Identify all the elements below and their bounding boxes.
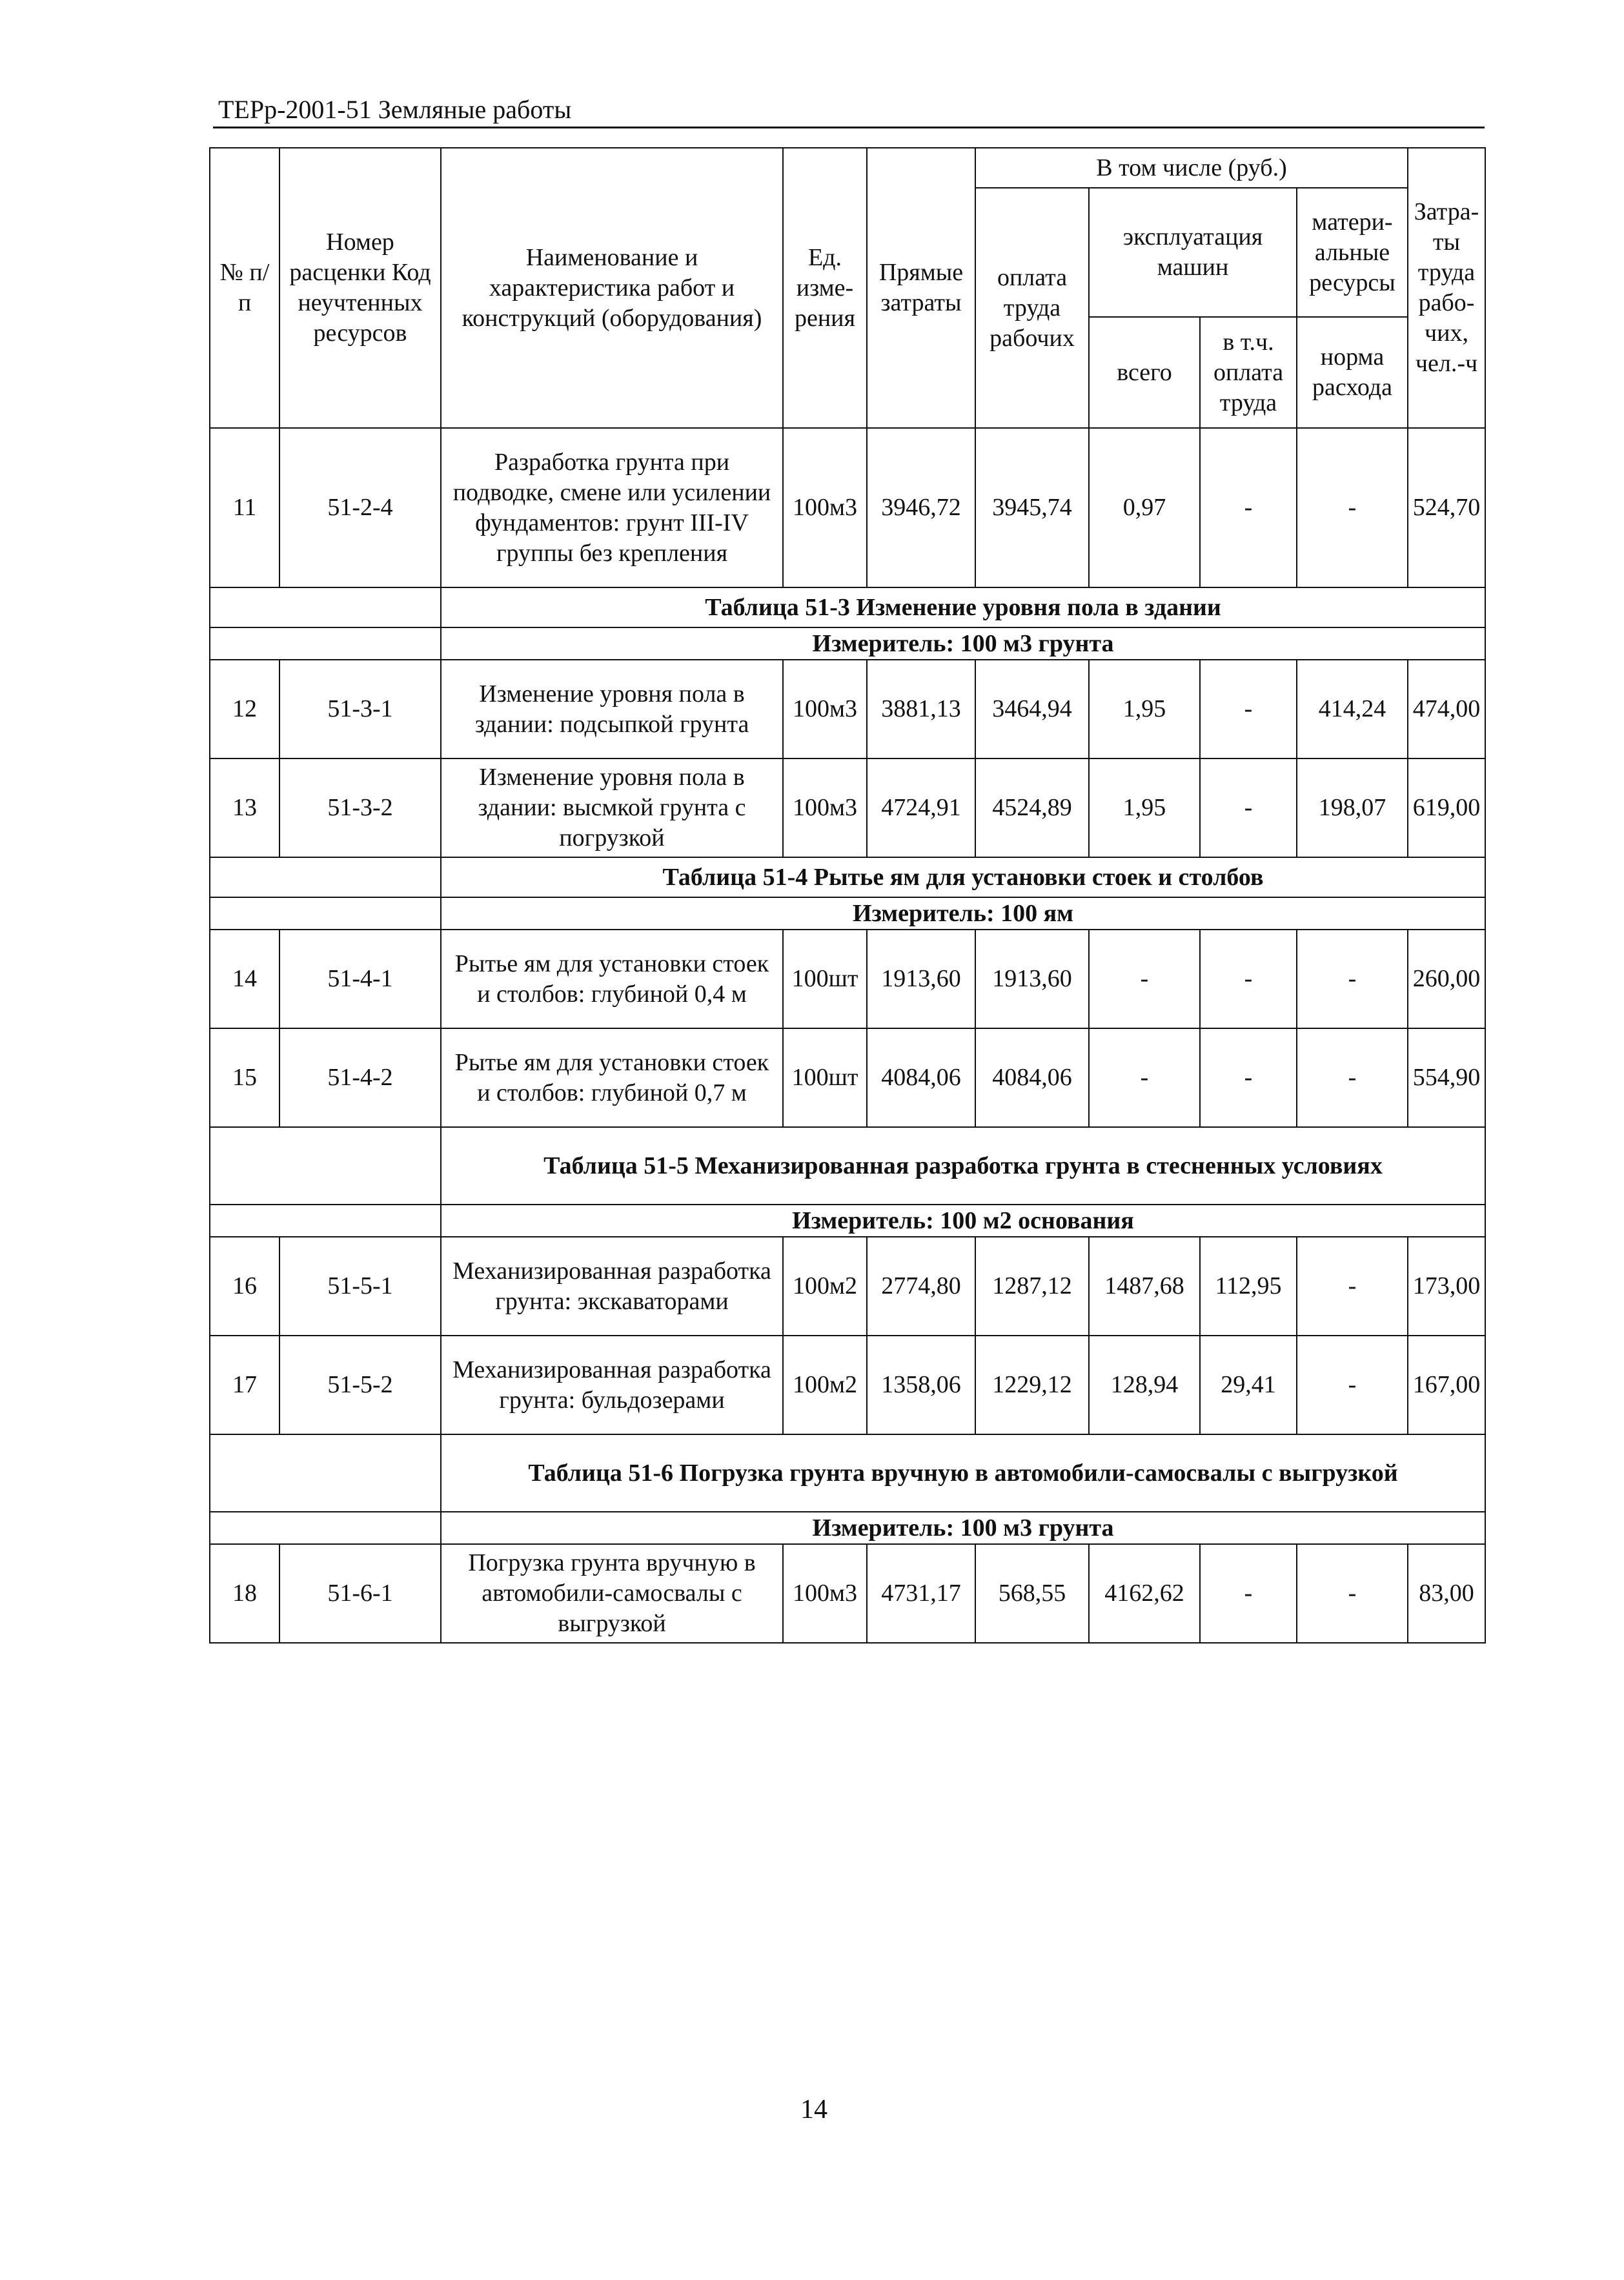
cell-name: Рытье ям для установки стоек и столбов: глубиной 0,4 м — [441, 930, 783, 1028]
col-header-code: Номер расценки Код неучтенных ресурсов — [279, 148, 441, 428]
cell-direct: 1358,06 — [867, 1336, 975, 1434]
cell-no: 11 — [210, 428, 279, 587]
cell-unit: 100м3 — [783, 758, 867, 857]
cell-direct: 2774,80 — [867, 1237, 975, 1336]
cell-labor: 524,70 — [1408, 428, 1485, 587]
cell-labor: 554,90 — [1408, 1028, 1485, 1127]
cell-no: 13 — [210, 758, 279, 857]
cell-mach-wages: - — [1200, 1544, 1297, 1643]
cell-name: Изменение уровня пола в здании: высмкой грунта с погрузкой — [441, 758, 783, 857]
cell-code: 51-3-1 — [279, 660, 441, 758]
cell-mach-wages: - — [1200, 930, 1297, 1028]
section-title-blank — [210, 587, 441, 627]
col-header-wages: оплата труда рабочих — [975, 188, 1089, 428]
section-title-row — [210, 1127, 1485, 1205]
cell-name: Рытье ям для установки стоек и столбов: глубиной 0,7 м — [441, 1028, 783, 1127]
cell-unit: 100м3 — [783, 428, 867, 587]
cell-wages: 3464,94 — [975, 660, 1089, 758]
rates-table — [209, 147, 1486, 1644]
cell-mach-wages: 29,41 — [1200, 1336, 1297, 1434]
col-header-materials: матери-альные ресурсы — [1297, 188, 1408, 317]
cell-no: 14 — [210, 930, 279, 1028]
cell-unit: 100м2 — [783, 1336, 867, 1434]
cell-code: 51-6-1 — [279, 1544, 441, 1643]
table-row — [210, 1544, 1485, 1643]
col-header-group: В том числе (руб.) — [975, 148, 1408, 188]
table-row — [210, 1336, 1485, 1434]
cell-wages: 4084,06 — [975, 1028, 1089, 1127]
cell-labor: 619,00 — [1408, 758, 1485, 857]
col-header-labor: Затра-ты труда рабо-чих, чел.-ч — [1408, 148, 1485, 428]
cell-mach-total: 1487,68 — [1089, 1237, 1200, 1336]
cell-code: 51-4-2 — [279, 1028, 441, 1127]
cell-unit: 100шт — [783, 930, 867, 1028]
cell-wages: 1913,60 — [975, 930, 1089, 1028]
cell-wages: 4524,89 — [975, 758, 1089, 857]
section-meter-blank — [210, 627, 441, 660]
cell-no: 16 — [210, 1237, 279, 1336]
section-title: Таблица 51-5 Механизированная разработка грунта в стесненных условиях — [441, 1127, 1485, 1205]
cell-mach-total: - — [1089, 1028, 1200, 1127]
cell-wages: 568,55 — [975, 1544, 1089, 1643]
col-header-machines-wages: в т.ч. оплата труда — [1200, 317, 1297, 428]
col-header-no: № п/п — [210, 148, 279, 428]
cell-direct: 4084,06 — [867, 1028, 975, 1127]
cell-mach-total: 128,94 — [1089, 1336, 1200, 1434]
table-row — [210, 1237, 1485, 1336]
table-row — [210, 660, 1485, 758]
section-meter-row — [210, 1205, 1485, 1237]
cell-name: Механизированная разработка грунта: бульдозерами — [441, 1336, 783, 1434]
cell-mach-wages: - — [1200, 660, 1297, 758]
table-row — [210, 930, 1485, 1028]
section-title-blank — [210, 1434, 441, 1512]
section-meter-blank — [210, 1512, 441, 1544]
cell-labor: 83,00 — [1408, 1544, 1485, 1643]
cell-wages: 1229,12 — [975, 1336, 1089, 1434]
cell-wages: 1287,12 — [975, 1237, 1089, 1336]
section-meter-row — [210, 897, 1485, 930]
cell-labor: 474,00 — [1408, 660, 1485, 758]
cell-labor: 260,00 — [1408, 930, 1485, 1028]
cell-mach-wages: - — [1200, 1028, 1297, 1127]
cell-materials: - — [1297, 1336, 1408, 1434]
cell-mach-wages: 112,95 — [1200, 1237, 1297, 1336]
cell-code: 51-4-1 — [279, 930, 441, 1028]
cell-direct: 4724,91 — [867, 758, 975, 857]
cell-unit: 100шт — [783, 1028, 867, 1127]
cell-materials: - — [1297, 930, 1408, 1028]
section-meter: Измеритель: 100 м3 грунта — [441, 1512, 1485, 1544]
cell-no: 12 — [210, 660, 279, 758]
table-row — [210, 428, 1485, 587]
col-header-direct: Прямые затраты — [867, 148, 975, 428]
cell-unit: 100м3 — [783, 1544, 867, 1643]
cell-name: Разработка грунта при подводке, смене или усилении фундаментов: грунт III-IV группы без крепления — [441, 428, 783, 587]
page-number: 14 — [800, 2095, 827, 2124]
section-meter: Измеритель: 100 ям — [441, 897, 1485, 930]
col-header-machines: эксплуатация машин — [1089, 188, 1297, 317]
cell-name: Механизированная разработка грунта: экскаваторами — [441, 1237, 783, 1336]
cell-mach-total: 0,97 — [1089, 428, 1200, 587]
cell-materials: 198,07 — [1297, 758, 1408, 857]
cell-code: 51-5-1 — [279, 1237, 441, 1336]
cell-name: Погрузка грунта вручную в автомобили-самосвалы с выгрузкой — [441, 1544, 783, 1643]
section-meter: Измеритель: 100 м2 основания — [441, 1205, 1485, 1237]
section-title: Таблица 51-4 Рытье ям для установки стоек и столбов — [441, 857, 1485, 897]
section-title-blank — [210, 857, 441, 897]
cell-unit: 100м2 — [783, 1237, 867, 1336]
cell-mach-total: 1,95 — [1089, 758, 1200, 857]
cell-materials: 414,24 — [1297, 660, 1408, 758]
table-row — [210, 758, 1485, 857]
cell-direct: 3881,13 — [867, 660, 975, 758]
cell-no: 15 — [210, 1028, 279, 1127]
col-header-materials-norm: норма расхода — [1297, 317, 1408, 428]
section-title-row — [210, 587, 1485, 627]
cell-labor: 167,00 — [1408, 1336, 1485, 1434]
cell-name: Изменение уровня пола в здании: подсыпкой грунта — [441, 660, 783, 758]
cell-mach-total: 4162,62 — [1089, 1544, 1200, 1643]
cell-code: 51-2-4 — [279, 428, 441, 587]
cell-direct: 3946,72 — [867, 428, 975, 587]
section-title-row — [210, 857, 1485, 897]
cell-mach-wages: - — [1200, 428, 1297, 587]
cell-code: 51-3-2 — [279, 758, 441, 857]
section-meter-blank — [210, 897, 441, 930]
col-header-name: Наименование и характеристика работ и конструкций (оборудования) — [441, 148, 783, 428]
cell-labor: 173,00 — [1408, 1237, 1485, 1336]
cell-materials: - — [1297, 1237, 1408, 1336]
section-title-blank — [210, 1127, 441, 1205]
section-meter-row — [210, 1512, 1485, 1544]
header-rule — [213, 127, 1485, 128]
cell-mach-wages: - — [1200, 758, 1297, 857]
cell-code: 51-5-2 — [279, 1336, 441, 1434]
header-row-1 — [210, 148, 1485, 188]
cell-materials: - — [1297, 1544, 1408, 1643]
cell-mach-total: - — [1089, 930, 1200, 1028]
cell-wages: 3945,74 — [975, 428, 1089, 587]
cell-direct: 4731,17 — [867, 1544, 975, 1643]
section-title-row — [210, 1434, 1485, 1512]
section-title: Таблица 51-6 Погрузка грунта вручную в автомобили-самосвалы с выгрузкой — [441, 1434, 1485, 1512]
section-meter: Измеритель: 100 м3 грунта — [441, 627, 1485, 660]
cell-mach-total: 1,95 — [1089, 660, 1200, 758]
cell-materials: - — [1297, 428, 1408, 587]
col-header-machines-total: всего — [1089, 317, 1200, 428]
section-meter-blank — [210, 1205, 441, 1237]
cell-direct: 1913,60 — [867, 930, 975, 1028]
section-meter-row — [210, 627, 1485, 660]
table-row — [210, 1028, 1485, 1127]
cell-unit: 100м3 — [783, 660, 867, 758]
page-header-title: ТЕРр-2001-51 Земляные работы — [218, 95, 572, 124]
section-title: Таблица 51-3 Изменение уровня пола в здании — [441, 587, 1485, 627]
cell-no: 17 — [210, 1336, 279, 1434]
cell-materials: - — [1297, 1028, 1408, 1127]
col-header-unit: Ед. изме-рения — [783, 148, 867, 428]
cell-no: 18 — [210, 1544, 279, 1643]
